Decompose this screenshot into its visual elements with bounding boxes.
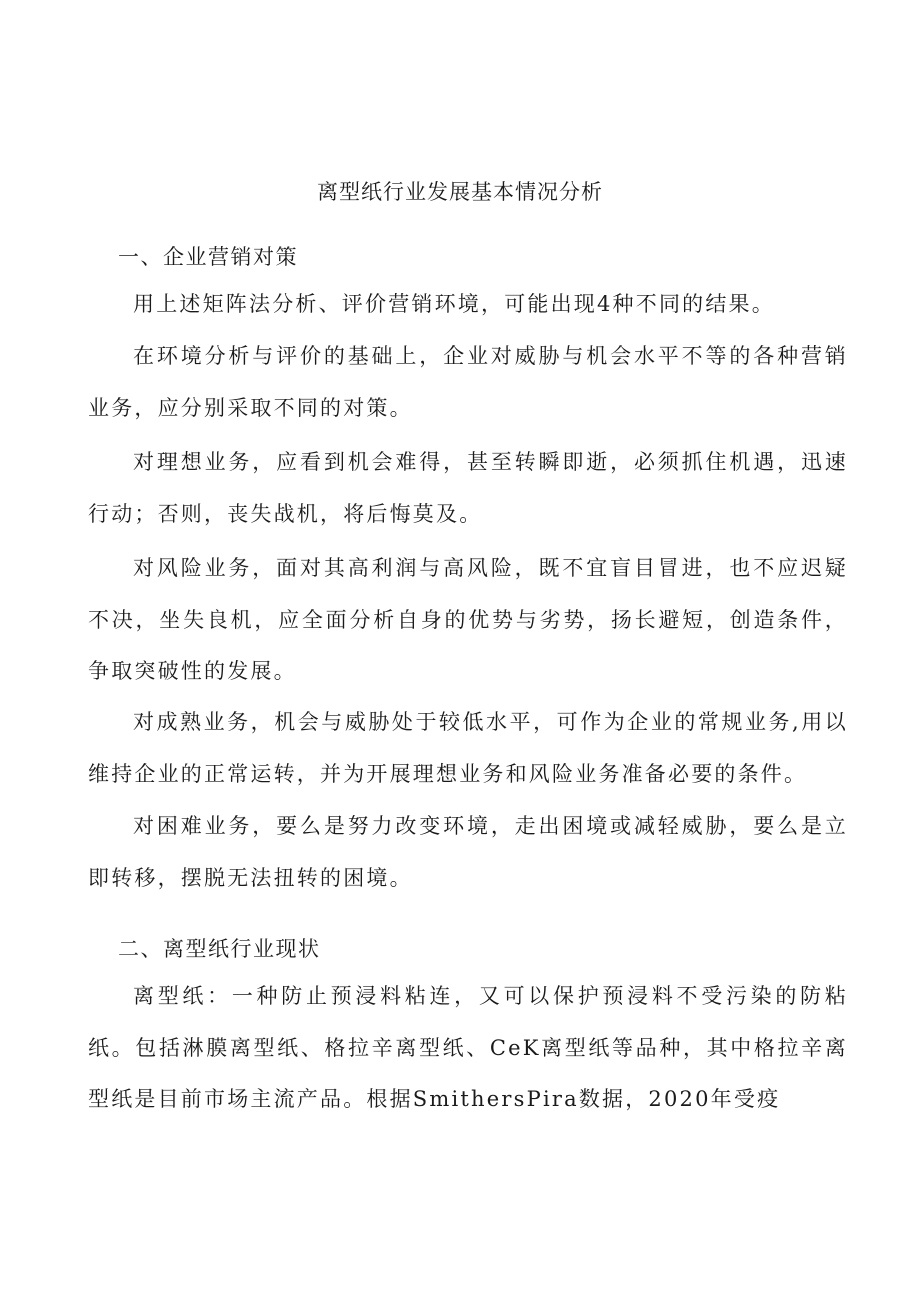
paragraph-1-3: 对理想业务，应看到机会难得，甚至转瞬即逝，必须抓住机遇，迅速行动；否则，丧失战机，将后悔莫及。 bbox=[88, 450, 848, 526]
paragraph-1-1: 用上述矩阵法分析、评价营销环境，可能出现4种不同的结果。 bbox=[133, 292, 775, 316]
section-heading-1: 一、企业营销对策 bbox=[118, 245, 298, 269]
paragraph-1-6: 对困难业务，要么是努力改变环境，走出困境或减轻威胁，要么是立即转移，摆脱无法扭转的困境。 bbox=[88, 814, 848, 890]
paragraph-1-4: 对风险业务，面对其高利润与高风险，既不宜盲目冒进，也不应迟疑不决，坐失良机，应全面分析自身的优势与劣势，扬长避短，创造条件，争取突破性的发展。 bbox=[88, 556, 848, 683]
document-title: 离型纸行业发展基本情况分析 bbox=[317, 180, 603, 204]
paragraph-1-5: 对成熟业务，机会与威胁处于较低水平，可作为企业的常规业务,用以维持企业的正常运转，并为开展理想业务和风险业务准备必要的条件。 bbox=[88, 710, 848, 786]
section-heading-2: 二、离型纸行业现状 bbox=[118, 937, 321, 961]
paragraph-2-1: 离型纸：一种防止预浸料粘连，又可以保护预浸料不受污染的防粘纸。包括淋膜离型纸、格拉辛离型纸、CeK离型纸等品种，其中格拉辛离型纸是目前市场主流产品。根据SmithersPira数据，2020年受疫 bbox=[88, 984, 848, 1111]
paragraph-1-2: 在环境分析与评价的基础上，企业对威胁与机会水平不等的各种营销业务，应分别采取不同的对策。 bbox=[88, 344, 848, 420]
